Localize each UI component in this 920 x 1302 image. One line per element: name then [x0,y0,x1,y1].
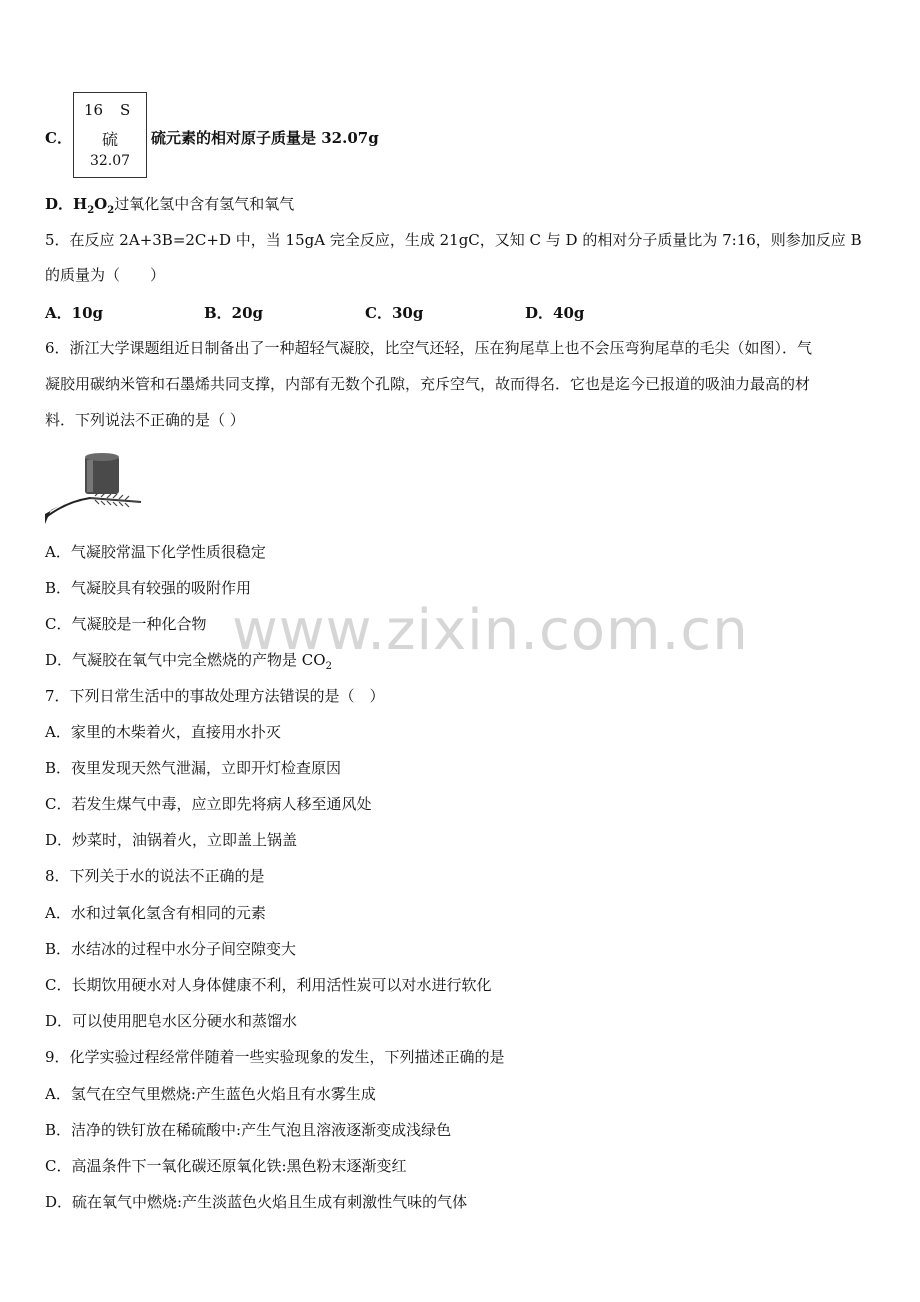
formula-o: O [94,195,108,213]
q5-option-d: D．40g [525,304,585,322]
q4-option-c-text: 硫元素的相对原子质量是 32.07g [151,129,379,147]
q7-option-d: D．炒菜时，油锅着火，立即盖上锅盖 [45,831,298,849]
element-atomic-mass: 32.07 [89,153,131,169]
q8-option-c: C．长期饮用硬水对人身体健康不利，利用活性炭可以对水进行软化 [45,976,492,994]
q9-stem: 9．化学实验过程经常伴随着一些实验现象的发生，下列描述正确的是 [45,1048,505,1066]
q7-option-b: B．夜里发现天然气泄漏，立即开灯检查原因 [45,759,342,777]
q6-option-d-subscript: 2 [325,661,332,672]
q8-option-a: A．水和过氧化氢含有相同的元素 [45,904,266,922]
q6-option-a: A．气凝胶常温下化学性质很稳定 [45,543,266,561]
element-atomic-number: 16 [84,101,104,119]
element-name: 硫 [101,130,118,149]
q8-option-d: D．可以使用肥皂水区分硬水和蒸馏水 [45,1012,298,1030]
formula-h: H [73,195,88,213]
q6-option-d-text: D．气凝胶在氧气中完全燃烧的产物是 CO [45,651,326,669]
q9-option-a: A．氢气在空气里燃烧:产生蓝色火焰且有水雾生成 [45,1085,376,1103]
q5-stem-line-1: 5．在反应 2A+3B=2C+D 中，当 15gA 完全反应，生成 21gC，又知 C 与 D 的相对分子质量比为 7:16，则参加反应 B [45,231,862,249]
q6-stem-line-3: 料．下列说法不正确的是（ ） [45,411,245,429]
q4-option-d-label: D． [45,195,74,213]
formula-sub-2: 2 [107,205,115,216]
q4-option-c-label: C． [45,129,72,147]
aerogel-on-grass-figure [45,450,145,524]
q7-stem: 7．下列日常生活中的事故处理方法错误的是（ ） [45,687,385,705]
q5-option-c: C．30g [365,304,424,322]
q8-option-b: B．水结冰的过程中水分子间空隙变大 [45,940,297,958]
q5-option-a: A．10g [45,304,104,322]
q9-option-c: C．高温条件下一氧化碳还原氧化铁:黑色粉末逐渐变红 [45,1157,407,1175]
q6-stem-line-2: 凝胶用碳纳米管和石墨烯共同支撑，内部有无数个孔隙，充斥空气，故而得名．它也是迄今已报道的吸油力最高的材 [45,375,811,393]
q6-option-c: C．气凝胶是一种化合物 [45,615,207,633]
q9-option-d: D．硫在氧气中燃烧:产生淡蓝色火焰且生成有刺激性气味的气体 [45,1193,468,1211]
q8-stem: 8．下列关于水的说法不正确的是 [45,867,265,885]
watermark: www.zixin.com.cn [232,598,749,663]
q7-option-c: C．若发生煤气中毒，应立即先将病人移至通风处 [45,795,372,813]
q4-option-d-text: 过氧化氢中含有氢气和氧气 [114,195,295,213]
element-card-sulfur [73,92,147,178]
formula-sub-1: 2 [87,205,95,216]
q5-option-b: B．20g [204,304,264,322]
q6-stem-line-1: 6．浙江大学课题组近日制备出了一种超轻气凝胶，比空气还轻，压在狗尾草上也不会压弯狗尾草的毛尖（如图）．气 [45,339,813,357]
q4-option-d [45,194,294,221]
q5-stem-line-2: 的质量为（ ） [45,266,166,284]
element-symbol: S [120,101,131,119]
q6-option-b: B．气凝胶具有较强的吸附作用 [45,579,252,597]
q7-option-a: A．家里的木柴着火，直接用水扑灭 [45,723,281,741]
q9-option-b: B．洁净的铁钉放在稀硫酸中:产生气泡且溶液逐渐变成浅绿色 [45,1121,452,1139]
